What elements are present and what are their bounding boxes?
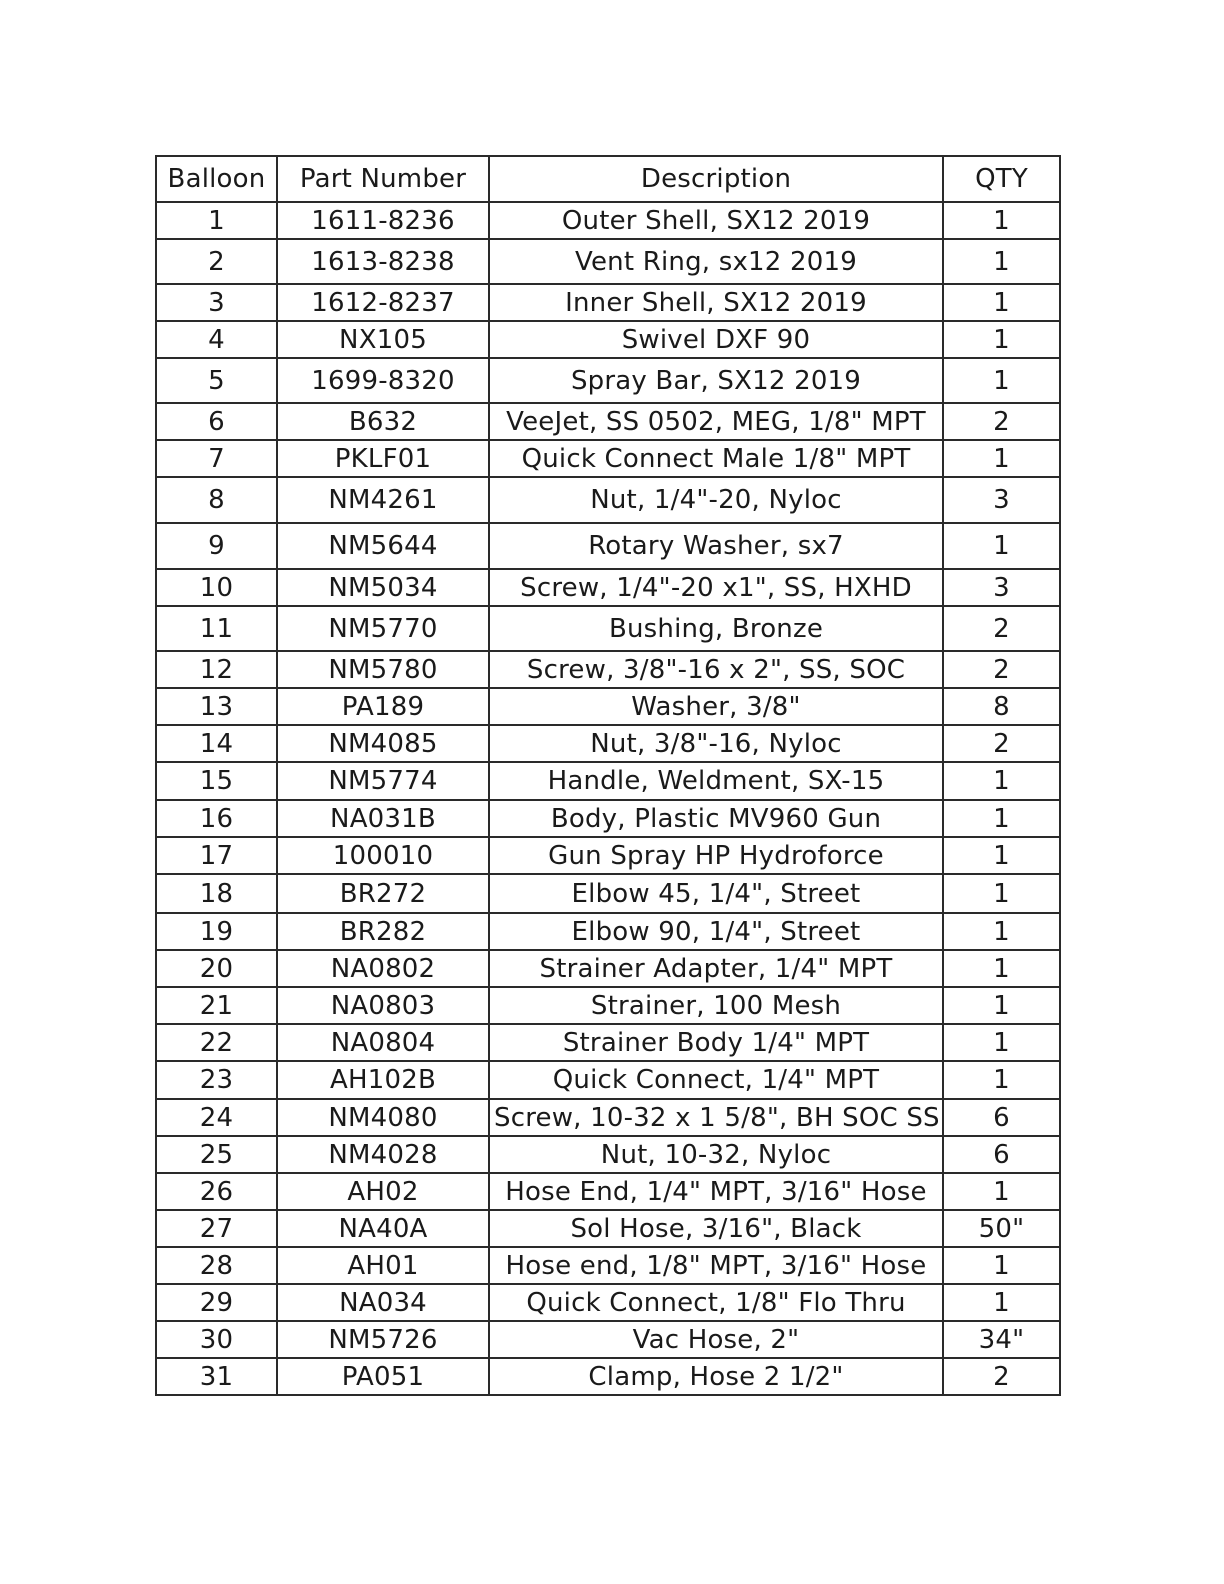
part-number-cell: NM4080: [277, 1099, 489, 1136]
table-row: [156, 688, 1060, 725]
part-number-column-header: Part Number: [277, 156, 489, 202]
part-number-cell: AH01: [277, 1247, 489, 1284]
table-row: [156, 606, 1060, 651]
qty-cell: 1: [943, 1173, 1060, 1210]
balloon-cell: 30: [156, 1321, 277, 1358]
part-number-cell: NM5774: [277, 762, 489, 800]
part-number-cell: NA0802: [277, 950, 489, 987]
table-row: [156, 321, 1060, 358]
table-row: [156, 651, 1060, 688]
description-cell: Nut, 1/4"-20, Nyloc: [489, 477, 943, 523]
balloon-cell: 29: [156, 1284, 277, 1321]
table-row: [156, 725, 1060, 762]
balloon-cell: 4: [156, 321, 277, 358]
qty-cell: 2: [943, 725, 1060, 762]
description-cell: Quick Connect, 1/4" MPT: [489, 1061, 943, 1099]
balloon-cell: 11: [156, 606, 277, 651]
table-row: [156, 1247, 1060, 1284]
table-row: [156, 358, 1060, 403]
balloon-cell: 8: [156, 477, 277, 523]
description-cell: Body, Plastic MV960 Gun: [489, 800, 943, 837]
description-cell: Strainer, 100 Mesh: [489, 987, 943, 1024]
balloon-column-header: Balloon: [156, 156, 277, 202]
qty-cell: 8: [943, 688, 1060, 725]
description-cell: Swivel DXF 90: [489, 321, 943, 358]
part-number-cell: NM5726: [277, 1321, 489, 1358]
description-cell: Sol Hose, 3/16", Black: [489, 1210, 943, 1247]
description-cell: Hose End, 1/4" MPT, 3/16" Hose: [489, 1173, 943, 1210]
balloon-cell: 20: [156, 950, 277, 987]
qty-cell: 1: [943, 762, 1060, 800]
table-body: [156, 202, 1060, 1395]
qty-cell: 1: [943, 913, 1060, 950]
table-row: [156, 202, 1060, 239]
part-number-cell: AH102B: [277, 1061, 489, 1099]
description-cell: Inner Shell, SX12 2019: [489, 284, 943, 321]
description-cell: Rotary Washer, sx7: [489, 523, 943, 569]
table-row: [156, 1099, 1060, 1136]
description-column-header: Description: [489, 156, 943, 202]
description-cell: Handle, Weldment, SX-15: [489, 762, 943, 800]
part-number-cell: 1612-8237: [277, 284, 489, 321]
part-number-cell: PKLF01: [277, 440, 489, 477]
qty-cell: 1: [943, 1284, 1060, 1321]
table-row: [156, 1321, 1060, 1358]
part-number-cell: 1613-8238: [277, 239, 489, 284]
description-cell: Quick Connect, 1/8" Flo Thru: [489, 1284, 943, 1321]
balloon-cell: 1: [156, 202, 277, 239]
part-number-cell: NA0803: [277, 987, 489, 1024]
description-cell: Nut, 3/8"-16, Nyloc: [489, 725, 943, 762]
table-row: [156, 1024, 1060, 1061]
balloon-cell: 24: [156, 1099, 277, 1136]
part-number-cell: PA051: [277, 1358, 489, 1395]
balloon-cell: 23: [156, 1061, 277, 1099]
description-cell: Screw, 3/8"-16 x 2", SS, SOC: [489, 651, 943, 688]
table-row: [156, 837, 1060, 874]
balloon-cell: 31: [156, 1358, 277, 1395]
table-row: [156, 477, 1060, 523]
description-cell: Elbow 90, 1/4", Street: [489, 913, 943, 950]
qty-cell: 3: [943, 477, 1060, 523]
qty-cell: 1: [943, 1024, 1060, 1061]
table-row: [156, 403, 1060, 440]
part-number-cell: NA40A: [277, 1210, 489, 1247]
part-number-cell: 1699-8320: [277, 358, 489, 403]
part-number-cell: NM4085: [277, 725, 489, 762]
table-row: [156, 440, 1060, 477]
description-cell: Vent Ring, sx12 2019: [489, 239, 943, 284]
table-row: [156, 950, 1060, 987]
balloon-cell: 28: [156, 1247, 277, 1284]
qty-cell: 1: [943, 987, 1060, 1024]
part-number-cell: B632: [277, 403, 489, 440]
description-cell: Vac Hose, 2": [489, 1321, 943, 1358]
qty-cell: 1: [943, 358, 1060, 403]
balloon-cell: 26: [156, 1173, 277, 1210]
table-header-row: [156, 156, 1060, 202]
balloon-cell: 25: [156, 1136, 277, 1173]
description-cell: Nut, 10-32, Nyloc: [489, 1136, 943, 1173]
qty-cell: 1: [943, 440, 1060, 477]
qty-cell: 2: [943, 1358, 1060, 1395]
qty-cell: 1: [943, 1061, 1060, 1099]
qty-cell: 2: [943, 606, 1060, 651]
description-cell: Strainer Body 1/4" MPT: [489, 1024, 943, 1061]
description-cell: Strainer Adapter, 1/4" MPT: [489, 950, 943, 987]
qty-cell: 6: [943, 1099, 1060, 1136]
part-number-cell: PA189: [277, 688, 489, 725]
table-row: [156, 1136, 1060, 1173]
part-number-cell: NM5644: [277, 523, 489, 569]
qty-cell: 2: [943, 651, 1060, 688]
qty-cell: 1: [943, 1247, 1060, 1284]
part-number-cell: BR272: [277, 874, 489, 913]
balloon-cell: 15: [156, 762, 277, 800]
balloon-cell: 13: [156, 688, 277, 725]
part-number-cell: NA0804: [277, 1024, 489, 1061]
table-row: [156, 1284, 1060, 1321]
bill-of-materials-table: [155, 155, 1061, 1396]
description-cell: Screw, 10-32 x 1 5/8", BH SOC SS: [489, 1099, 943, 1136]
description-cell: Screw, 1/4"-20 x1", SS, HXHD: [489, 569, 943, 606]
table-row: [156, 874, 1060, 913]
table-row: [156, 569, 1060, 606]
balloon-cell: 5: [156, 358, 277, 403]
qty-cell: 1: [943, 321, 1060, 358]
balloon-cell: 27: [156, 1210, 277, 1247]
part-number-cell: NA031B: [277, 800, 489, 837]
description-cell: Gun Spray HP Hydroforce: [489, 837, 943, 874]
qty-cell: 1: [943, 202, 1060, 239]
table-row: [156, 913, 1060, 950]
qty-cell: 3: [943, 569, 1060, 606]
part-number-cell: 1611-8236: [277, 202, 489, 239]
description-cell: Outer Shell, SX12 2019: [489, 202, 943, 239]
part-number-cell: NM4028: [277, 1136, 489, 1173]
table-row: [156, 800, 1060, 837]
table-row: [156, 1061, 1060, 1099]
qty-cell: 6: [943, 1136, 1060, 1173]
qty-cell: 1: [943, 800, 1060, 837]
table-row: [156, 1173, 1060, 1210]
qty-cell: 1: [943, 239, 1060, 284]
part-number-cell: NM5034: [277, 569, 489, 606]
qty-column-header: QTY: [943, 156, 1060, 202]
description-cell: Spray Bar, SX12 2019: [489, 358, 943, 403]
qty-cell: 1: [943, 950, 1060, 987]
table-row: [156, 987, 1060, 1024]
table-row: [156, 1358, 1060, 1395]
table-row: [156, 523, 1060, 569]
description-cell: Elbow 45, 1/4", Street: [489, 874, 943, 913]
qty-cell: 1: [943, 523, 1060, 569]
part-number-cell: 100010: [277, 837, 489, 874]
part-number-cell: NM5770: [277, 606, 489, 651]
part-number-cell: NX105: [277, 321, 489, 358]
part-number-cell: BR282: [277, 913, 489, 950]
balloon-cell: 16: [156, 800, 277, 837]
balloon-cell: 19: [156, 913, 277, 950]
qty-cell: 34": [943, 1321, 1060, 1358]
part-number-cell: NA034: [277, 1284, 489, 1321]
description-cell: Washer, 3/8": [489, 688, 943, 725]
balloon-cell: 10: [156, 569, 277, 606]
balloon-cell: 14: [156, 725, 277, 762]
balloon-cell: 2: [156, 239, 277, 284]
description-cell: Quick Connect Male 1/8" MPT: [489, 440, 943, 477]
qty-cell: 50": [943, 1210, 1060, 1247]
description-cell: Hose end, 1/8" MPT, 3/16" Hose: [489, 1247, 943, 1284]
description-cell: Clamp, Hose 2 1/2": [489, 1358, 943, 1395]
description-cell: Bushing, Bronze: [489, 606, 943, 651]
balloon-cell: 12: [156, 651, 277, 688]
part-number-cell: AH02: [277, 1173, 489, 1210]
balloon-cell: 7: [156, 440, 277, 477]
table-row: [156, 1210, 1060, 1247]
description-cell: VeeJet, SS 0502, MEG, 1/8" MPT: [489, 403, 943, 440]
balloon-cell: 6: [156, 403, 277, 440]
qty-cell: 1: [943, 837, 1060, 874]
qty-cell: 2: [943, 403, 1060, 440]
balloon-cell: 3: [156, 284, 277, 321]
table-row: [156, 284, 1060, 321]
part-number-cell: NM4261: [277, 477, 489, 523]
part-number-cell: NM5780: [277, 651, 489, 688]
balloon-cell: 18: [156, 874, 277, 913]
qty-cell: 1: [943, 874, 1060, 913]
table-row: [156, 239, 1060, 284]
qty-cell: 1: [943, 284, 1060, 321]
balloon-cell: 21: [156, 987, 277, 1024]
balloon-cell: 22: [156, 1024, 277, 1061]
table-row: [156, 762, 1060, 800]
balloon-cell: 17: [156, 837, 277, 874]
balloon-cell: 9: [156, 523, 277, 569]
